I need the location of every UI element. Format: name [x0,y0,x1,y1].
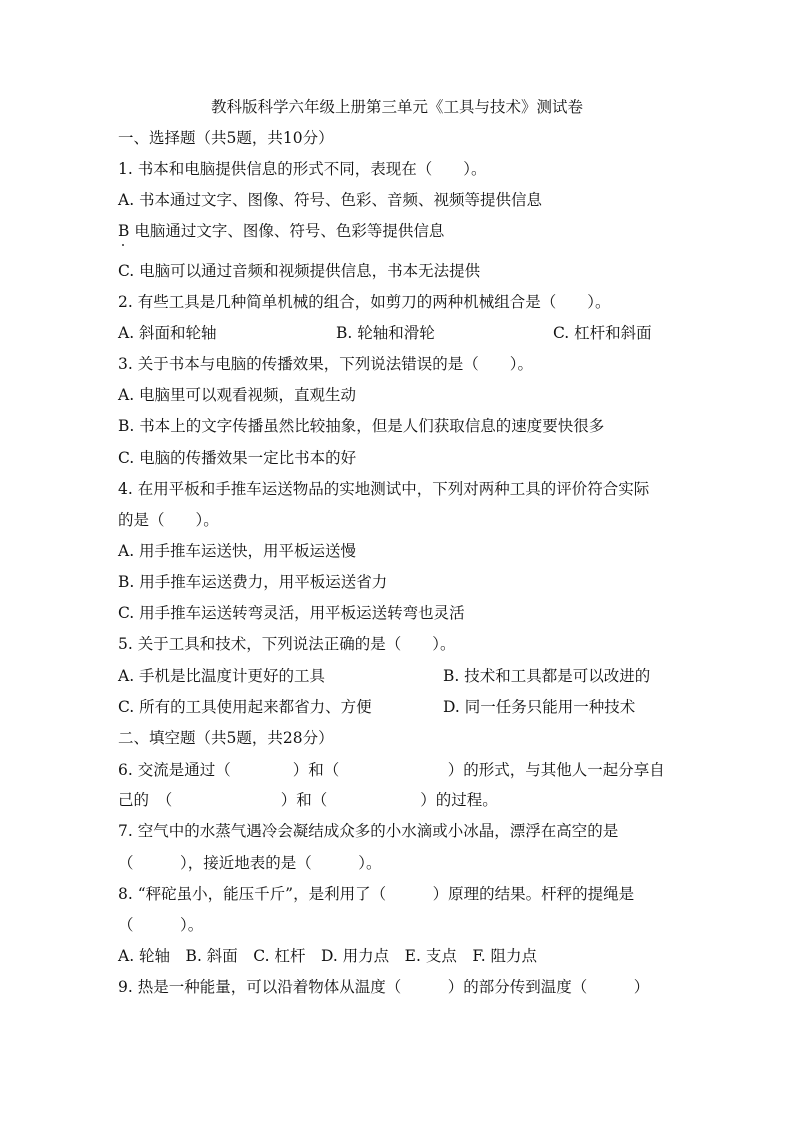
question-4-stem-line1: 4. 在用平板和手推车运送物品的实地测试中，下列对两种工具的评价符合实际 [118,480,650,498]
question-5-option-a: A. 手机是比温度计更好的工具 [118,667,326,685]
question-4-option-a: A. 用手推车运送快，用平板运送慢 [118,542,357,560]
question-6-line2: 己的 （ ）和（ ）的过程。 [118,791,498,809]
question-1-option-a: A. 书本通过文字、图像、符号、色彩、音频、视频等提供信息 [118,191,543,209]
question-5-option-d: D. 同一任务只能用一种技术 [443,698,636,716]
question-4-option-c: C. 用手推车运送转弯灵活，用平板运送转弯也灵活 [118,604,465,622]
question-3-option-b: B. 书本上的文字传播虽然比较抽象，但是人们获取信息的速度要快很多 [118,417,605,435]
question-2-option-c: C. 杠杆和斜面 [553,324,652,342]
question-2-stem: 2. 有些工具是几种简单机械的组合，如剪刀的两种机械组合是（ ）。 [118,293,611,311]
question-3-option-c: C. 电脑的传播效果一定比书本的好 [118,449,357,467]
question-2-option-a: A. 斜面和轮轴 [118,324,217,342]
question-8-line1: 8. “秤砣虽小，能压千斤”，是利用了（ ）原理的结果。杆秤的提绳是 [118,885,635,903]
exam-title: 教科版科学六年级上册第三单元《工具与技术》测试卷 [210,98,583,116]
question-8-line2: （ ）。 [118,916,204,934]
question-2-option-b: B. 轮轴和滑轮 [336,324,435,342]
question-6-line1: 6. 交流是通过（ ）和（ ）的形式，与其他人一起分享自 [118,761,665,779]
question-1-stem: 1. 书本和电脑提供信息的形式不同，表现在（ ）。 [118,160,487,178]
question-5-stem: 5. 关于工具和技术，下列说法正确的是（ ）。 [118,635,456,653]
section-heading-fill: 二、填空题（共5题，共28分） [118,729,334,747]
question-4-option-b: B. 用手推车运送费力，用平板运送省力 [118,573,388,591]
question-4-stem-line2: 的是（ ）。 [118,511,219,529]
question-1-option-b: B 电脑通过文字、图像、符号、色彩等提供信息 [118,222,445,240]
question-3-stem: 3. 关于书本与电脑的传播效果，下列说法错误的是（ ）。 [118,355,533,373]
question-9-line1: 9. 热是一种能量，可以沿着物体从温度（ ）的部分传到温度（ ） [118,978,650,996]
question-5-option-b: B. 技术和工具都是可以改进的 [443,667,651,685]
question-7-line2: （ ），接近地表的是（ ）。 [118,854,382,872]
question-8-options: A. 轮轴 B. 斜面 C. 杠杆 D. 用力点 E. 支点 F. 阻力点 [118,947,538,965]
question-1-option-c: C. 电脑可以通过音频和视频提供信息，书本无法提供 [118,262,481,280]
section-heading-choice: 一、选择题（共5题，共10分） [118,129,334,147]
stray-dot [122,244,124,246]
question-5-option-c: C. 所有的工具使用起来都省力、方便 [118,698,372,716]
question-3-option-a: A. 电脑里可以观看视频，直观生动 [118,386,357,404]
question-7-line1: 7. 空气中的水蒸气遇冷会凝结成众多的小水滴或小冰晶，漂浮在高空的是 [118,822,619,840]
